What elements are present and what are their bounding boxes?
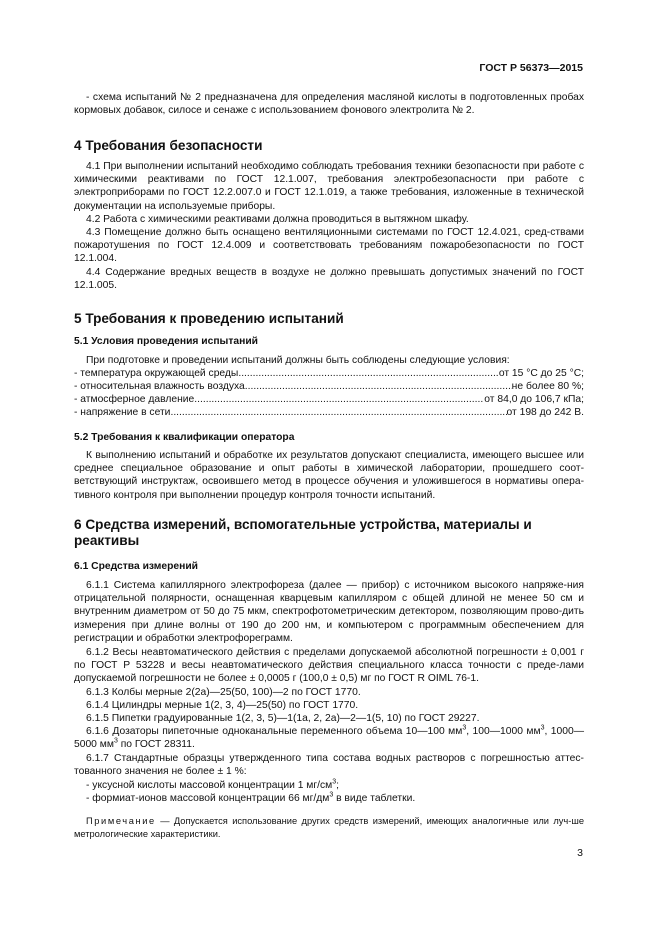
condition-value: от 15 °C до 25 °C;: [498, 368, 584, 379]
para-4-3: 4.3 Помещение должно быть оснащено вентиляционными системами по ГОСТ 12.4.021, сред-ствами пожаротушения по ГОСТ 12.4.009 и соответствовать требованиям пожаробезопасности по ГОСТ 12.1.004.: [74, 227, 584, 265]
para-6-1-6: [74, 725, 584, 751]
note-text: — Допускается использование других средств измерений, имеющих аналогичные или луч-ше метрологические характеристики.: [74, 816, 584, 839]
p616-part-b: , 100—1000 мм: [466, 726, 541, 737]
document-id-header: ГОСТ Р 56373—2015: [479, 62, 583, 74]
section-4-title: 4 Требования безопасности: [74, 138, 263, 153]
condition-value: от 84,0 до 106,7 кПа;: [484, 394, 584, 405]
para-6-1-5: 6.1.5 Пипетки градуированные 1(2, 3, 5)—1(1а, 2, 2а)—2—1(5, 10) по ГОСТ 29227.: [86, 713, 480, 724]
p616-part-a: 6.1.6 Дозаторы пипеточные одноканальные переменного объема 10—100 мм: [86, 726, 463, 737]
condition-row: [74, 393, 584, 406]
subsection-5-1-title: 5.1 Условия проведения испытаний: [74, 336, 259, 347]
condition-value: не более 80 %;: [511, 381, 584, 392]
list-item-acetic-acid: [74, 779, 584, 792]
condition-value: от 198 до 242 В.: [506, 407, 584, 418]
dot-leader: [238, 367, 499, 380]
condition-row: [74, 406, 584, 419]
para-4-4: 4.4 Содержание вредных веществ в воздухе не должно превышать допустимых значений по ГОСТ 12.1.005.: [74, 267, 584, 292]
dot-leader: [245, 380, 512, 393]
para-4-1: 4.1 При выполнении испытаний необходимо соблюдать требования техники безопасности при работе с химическими реактивами по ГОСТ 12.1.007, требования электробезопасности при работе с электроприборами по ГОСТ 12.2.007.0 и ГОСТ 12.1.019, а также требования, изложенные в технической документации на используемые приборы.: [74, 161, 584, 212]
superscript: 3: [540, 724, 545, 732]
dot-leader: [170, 406, 506, 419]
item1-text: - уксусной кислоты массовой концентрации 1 мг/см: [86, 780, 333, 791]
subsection-6-1-title: 6.1 Средства измерений: [74, 561, 199, 572]
p616-part-d: по ГОСТ 28311.: [117, 739, 195, 751]
condition-row: [74, 380, 584, 393]
condition-label: - температура окружающей среды: [74, 368, 239, 379]
superscript: 3: [332, 778, 337, 786]
section-5-title: 5 Требования к проведению испытаний: [74, 311, 344, 326]
condition-label: - напряжение в сети: [74, 407, 171, 418]
item2-tail: в виде таблетки.: [333, 793, 416, 804]
section-6-title: 6 Средства измерений, вспомогательные устройства, материалы и реактивы: [74, 517, 532, 548]
item1-tail: ;: [336, 780, 340, 791]
para-4-2: 4.2 Работа с химическими реактивами должна проводиться в вытяжном шкафу.: [86, 214, 469, 225]
dot-leader: [194, 393, 484, 406]
para-6-1-2: 6.1.2 Весы неавтоматического действия с пределами допускаемой абсолютной погрешности ± 0,001 г по ГОСТ Р 53228 и весы неавтоматического действия специального класса точности с преде-лами допускаемой погрешности не более ± 0,0005 г (100,0 ± 0,5) мг по ГОСТ R OIML 76-1.: [74, 647, 584, 685]
note-paragraph: [74, 815, 584, 840]
para-5-2: К выполнению испытаний и обработке их результатов допускают специалиста, имеющего высшее или среднее специальное образование и опыт работы в химической лаборатории, прошедшего соот-ветствующий инструктаж, освоившего метод в процессе обучения и уложившегося в нормативы опера-тивного контроля при выполнении процедур контроля точности испытаний.: [74, 450, 584, 501]
para-6-1-7: 6.1.7 Стандартные образцы утвержденного типа состава водных растворов с погрешностью аттес-тованного значения не более ± 1 %:: [74, 753, 584, 778]
list-item-formate: [74, 792, 584, 805]
condition-label: - атмосферное давление: [74, 394, 195, 405]
intro-paragraph: - схема испытаний № 2 предназначена для определения масляной кислоты в подготовленных пробах кормовых добавок, силосе и сенаже с использованием фонового электролита № 2.: [74, 92, 584, 117]
p616-part-c: , 1000—5000 мм: [74, 726, 584, 751]
para-6-1-4: 6.1.4 Цилиндры мерные 1(2, 3, 4)—25(50) по ГОСТ 1770.: [86, 700, 359, 711]
note-label: Примечание: [86, 816, 156, 826]
condition-row: [74, 367, 584, 380]
page-number: 3: [577, 847, 583, 859]
condition-label: - относительная влажность воздуха: [74, 381, 245, 392]
item2-text: - формиат-ионов массовой концентрации 66 мг/дм: [86, 793, 330, 804]
para-6-1-1: 6.1.1 Система капиллярного электрофореза (далее — прибор) с источником высокого напряже-ния отрицательной полярности, оснащенная кварцевым капилляром с общей длиной не менее 50 см и внутренним диаметром от 50 до 75 мкм, спектрофотометрическим детектором, позволяющим прово-дить измерения при длине волны от 190 до 200 нм, и компьютером с программным обеспечением для регистрации и обработки электрофореграмм.: [74, 580, 584, 644]
superscript: 3: [113, 737, 118, 745]
subsection-5-2-title: 5.2 Требования к квалификации оператора: [74, 432, 295, 443]
para-6-1-3: 6.1.3 Колбы мерные 2(2а)—25(50, 100)—2 по ГОСТ 1770.: [86, 687, 361, 698]
conditions-intro: При подготовке и проведении испытаний должны быть соблюдены следующие условия:: [86, 355, 510, 366]
superscript: 3: [329, 791, 334, 799]
superscript: 3: [462, 724, 467, 732]
